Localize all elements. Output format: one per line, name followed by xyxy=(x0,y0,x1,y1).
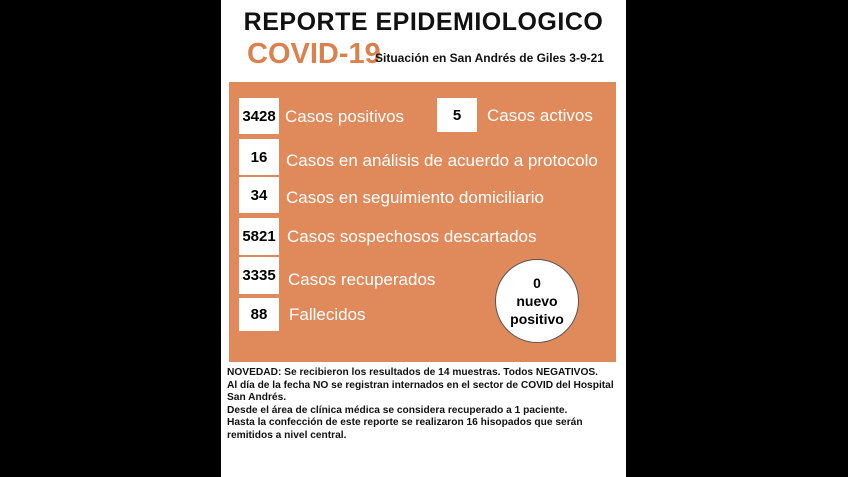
note-line: NOVEDAD: Se recibieron los resultados de 14 muestras. Todos NEGATIVOS. xyxy=(227,367,598,378)
fallecidos-label: Fallecidos xyxy=(289,305,366,324)
covid-number: 19 xyxy=(348,38,381,70)
report-title: REPORTE EPIDEMIOLOGICO xyxy=(243,8,604,36)
notes-section xyxy=(227,367,622,443)
positivos-value: 3428 xyxy=(239,98,279,134)
recuperados-value: 3335 xyxy=(239,257,279,294)
situation-text: Situación en San Andrés de Giles 3-9-21 xyxy=(375,51,604,65)
activos-label: Casos activos xyxy=(487,106,593,125)
new-positive-badge xyxy=(495,259,579,343)
positivos-label: Casos positivos xyxy=(285,107,405,126)
recuperados-label: Casos recuperados xyxy=(288,270,436,289)
note-line: Desde el área de clínica médica se considera recuperado a 1 paciente. xyxy=(227,404,568,416)
new-positive-line2: positivo xyxy=(510,311,564,327)
note-line: Al día de la fecha NO se registran internados en el sector de COVID del Hospital San Andrés. xyxy=(227,379,614,404)
stats-panel xyxy=(229,82,616,362)
activos-value: 5 xyxy=(437,98,477,132)
new-positive-count: 0 xyxy=(533,275,541,291)
fallecidos-value: 88 xyxy=(239,298,279,331)
covid-heading xyxy=(247,38,381,71)
note-line: Hasta la confección de este reporte se realizaron 16 hisopados que serán remitidos a nivel central. xyxy=(227,417,583,441)
descartados-label: Casos sospechosos descartados xyxy=(287,227,537,246)
report-page xyxy=(221,0,626,477)
analisis-value: 16 xyxy=(239,139,279,175)
descartados-value: 5821 xyxy=(239,218,279,255)
analisis-label: Casos en análisis de acuerdo a protocolo xyxy=(286,151,598,170)
new-positive-line1: nuevo xyxy=(516,293,558,309)
covid-label: COVID- xyxy=(247,38,349,70)
seguimiento-value: 34 xyxy=(239,177,279,213)
seguimiento-label: Casos en seguimiento domiciliario xyxy=(286,188,544,207)
